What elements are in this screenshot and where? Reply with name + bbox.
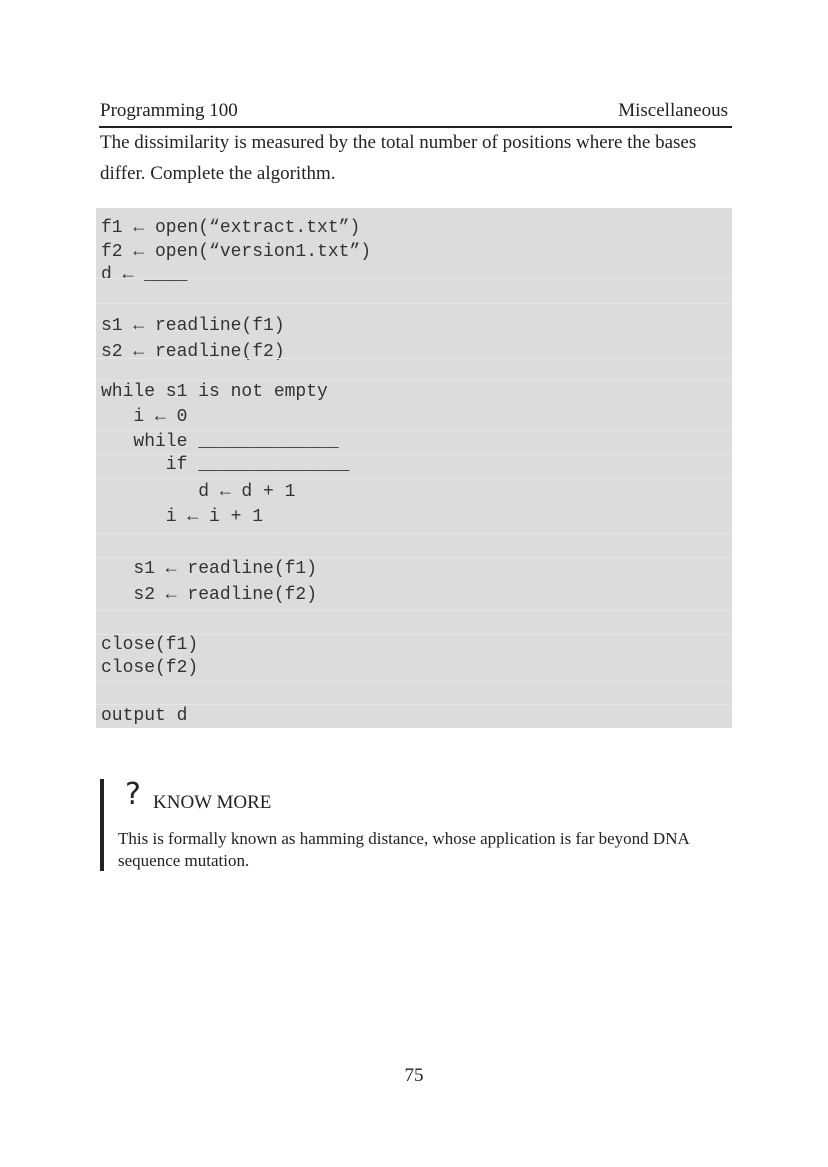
code-line	[96, 533, 732, 556]
question-mark-icon: ?	[125, 777, 141, 812]
code-line: d ← d + 1	[96, 478, 732, 479]
know-more-callout	[100, 779, 724, 871]
code-line	[96, 681, 732, 704]
intro-paragraph: The dissimilarity is measured by the total number of positions where the bases differ. Complete the algorithm.	[100, 132, 697, 184]
code-line: output d	[96, 704, 732, 705]
code-line	[96, 358, 732, 381]
page-number: 75	[404, 1065, 424, 1086]
callout-body: This is formally known as hamming distance, whose application is far beyond DNA sequence mutation.	[118, 829, 689, 870]
code-line	[96, 610, 732, 633]
code-line: if ______________	[96, 454, 732, 455]
code-line	[96, 278, 732, 301]
code-line: while _____________	[96, 430, 732, 431]
header-course-title: Programming 100	[100, 100, 238, 121]
running-header	[99, 100, 732, 128]
code-block: f1 ← open(“extract.txt”) f2 ← open(“version1.txt”) d ← ____ s1 ← readline(f1) s2 ← readline(f2) while s1 is not empty i ← 0 while _____________ if ______________ d ← d + 1 i ← i + 1 s1 ← readline(f1) s2 ← readline(f2) close(f1) close(f2) output d	[96, 208, 732, 728]
code-line: s1 ← readline(f1)	[96, 303, 732, 304]
callout-title: KNOW MORE	[153, 792, 272, 813]
header-chapter-title: Miscellaneous	[618, 100, 728, 121]
code-line: s1 ← readline(f1)	[96, 557, 732, 558]
code-line: close(f1)	[96, 634, 732, 635]
code-line: while s1 is not empty	[96, 380, 732, 381]
